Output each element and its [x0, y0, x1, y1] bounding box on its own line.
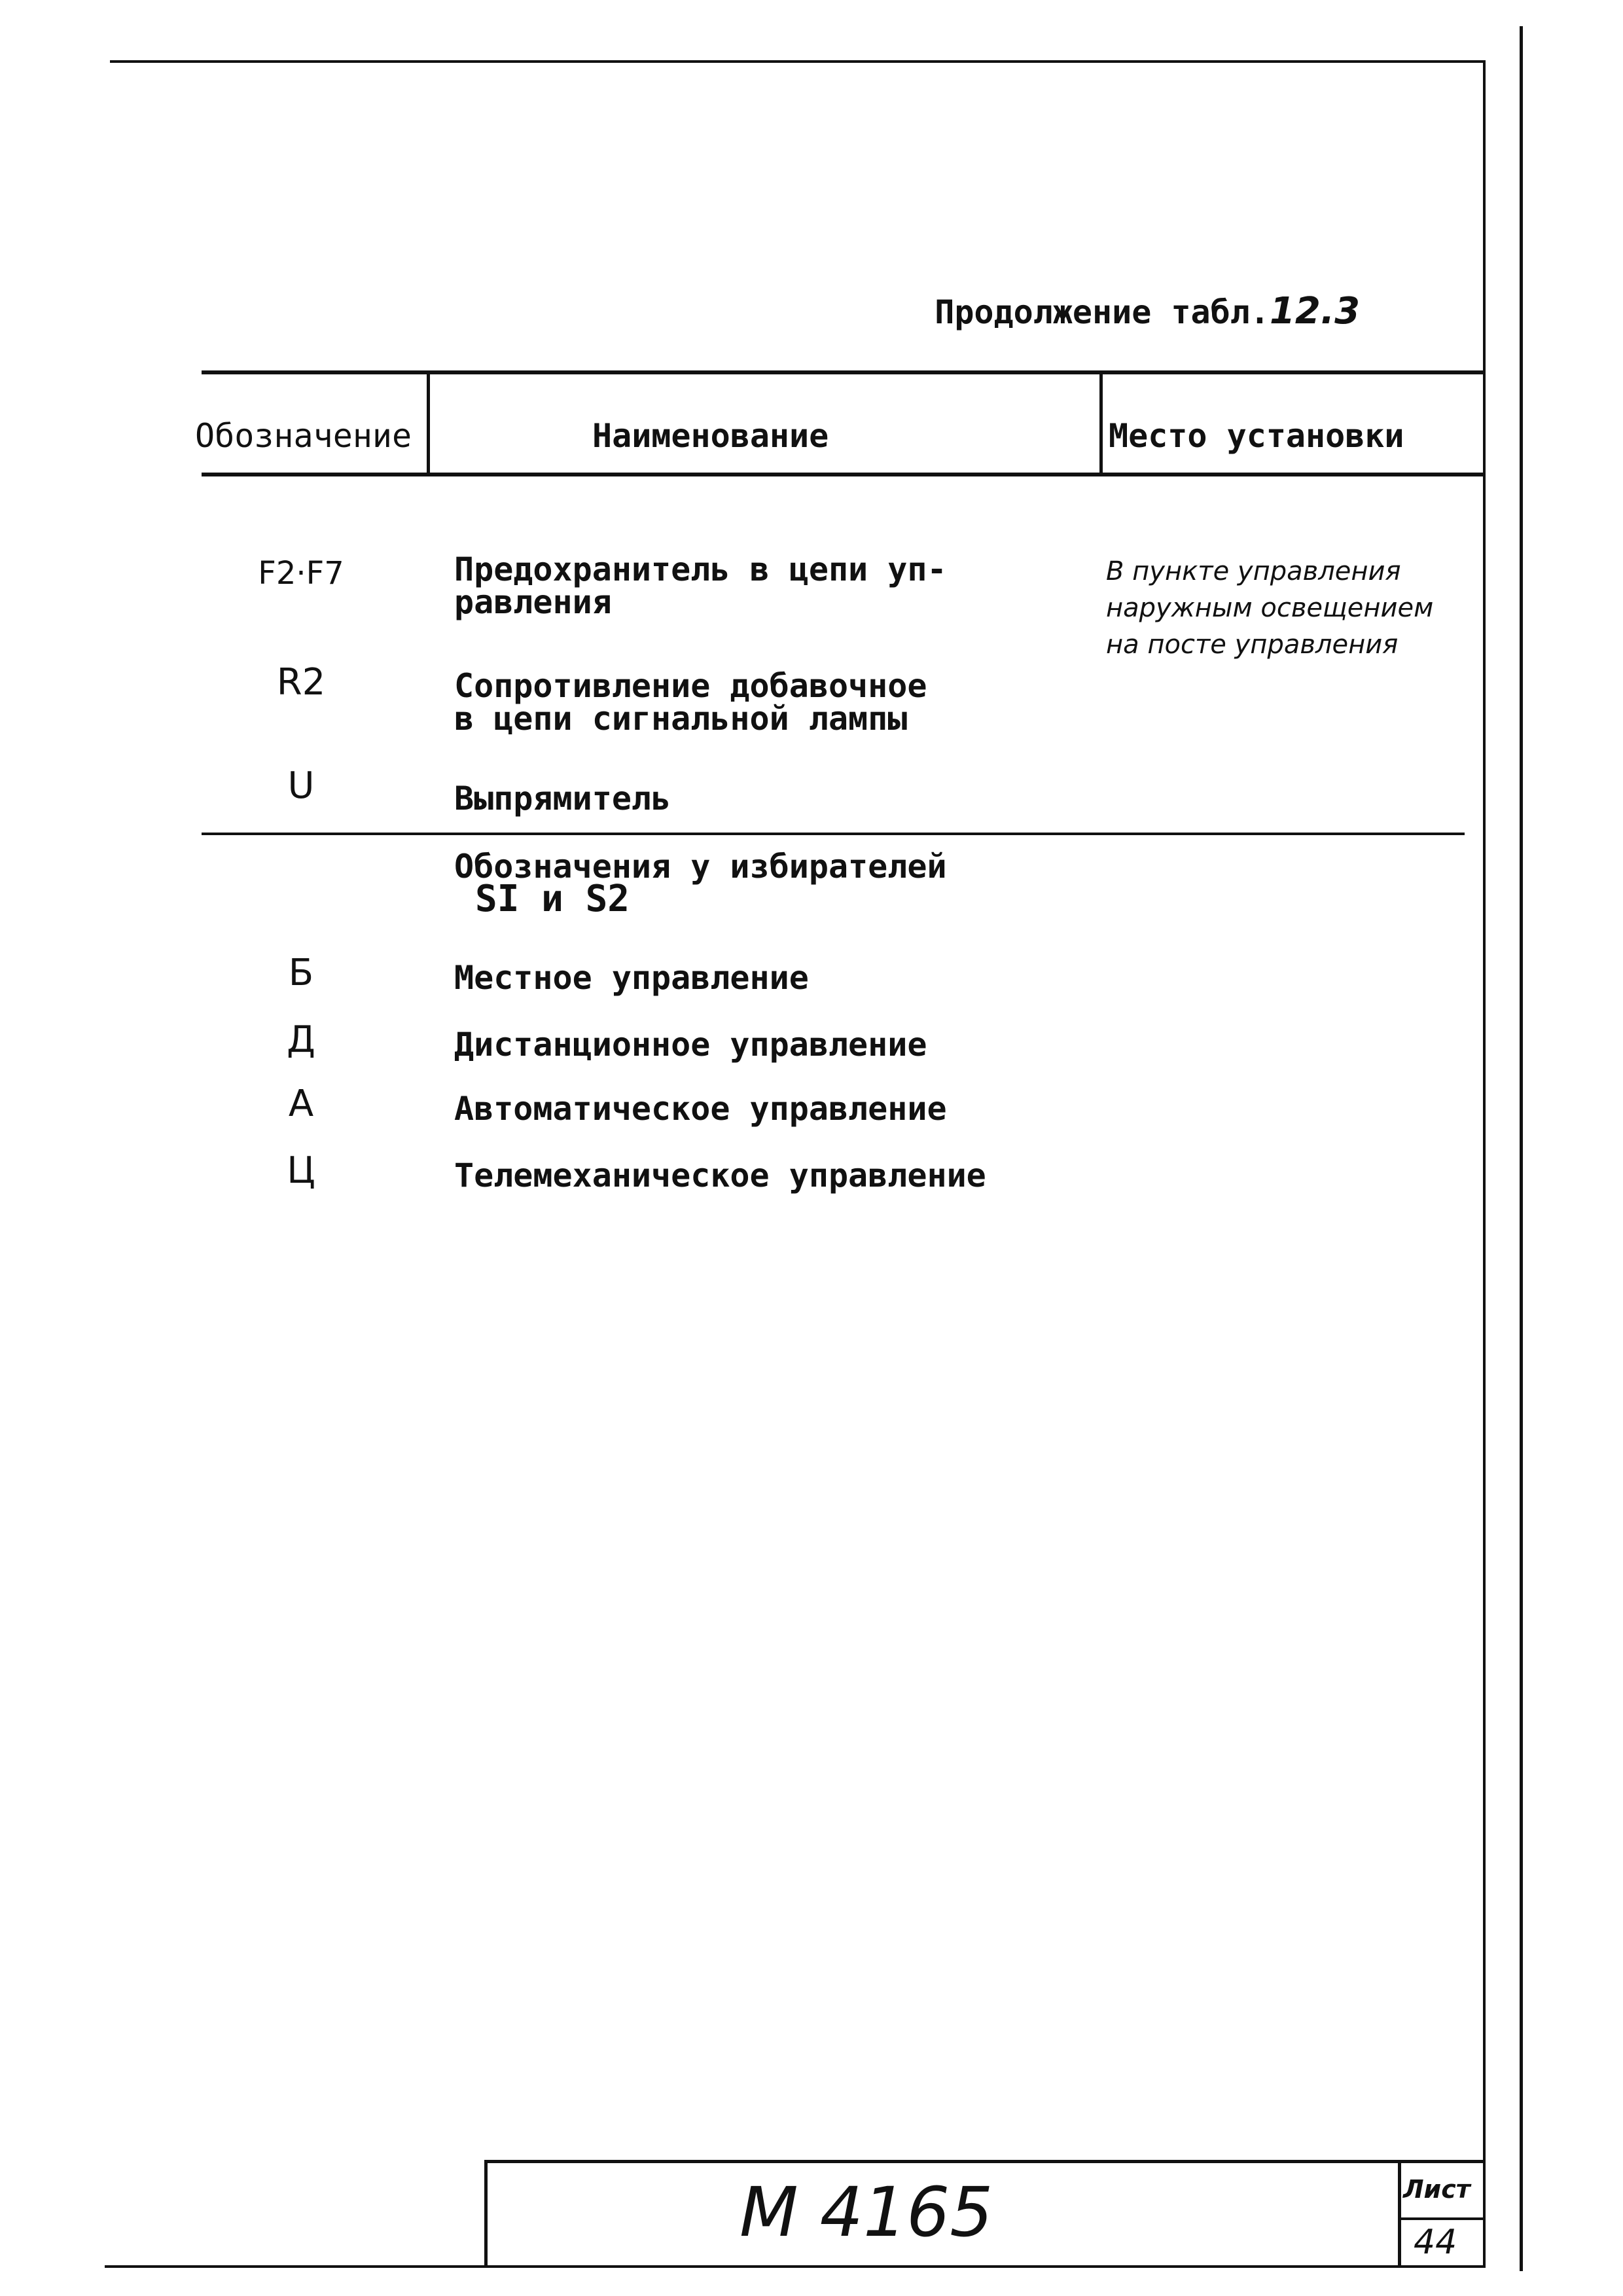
- sheet-label: Лист: [1403, 2175, 1471, 2204]
- row-code-r2: R2: [276, 661, 326, 704]
- sheet-number: 44: [1414, 2223, 1457, 2262]
- item-code: А: [288, 1083, 314, 1125]
- row-name-line: Сопротивление добавочное: [454, 667, 927, 705]
- row-name-line: Выпрямитель: [454, 780, 671, 817]
- column-header-designation: Обозначение: [195, 417, 412, 455]
- table-column-divider-2: [1099, 373, 1103, 475]
- stamp-top-line: [484, 2160, 1486, 2163]
- document-code: М 4165: [740, 2172, 993, 2252]
- row-location-line: В пункте управления: [1106, 556, 1401, 586]
- column-header-location: Место установки: [1109, 417, 1404, 455]
- section-title: Обозначения у избирателей: [454, 848, 947, 886]
- row-code-f2-f7: F2·F7: [258, 555, 344, 592]
- row-location-line: наружным освещением: [1106, 593, 1434, 623]
- table-header-top-line: [202, 370, 1483, 374]
- item-name: Телемеханическое управление: [454, 1157, 986, 1194]
- table-column-divider-1: [427, 373, 430, 475]
- row-code-u: U: [287, 764, 315, 807]
- table-header-bottom-line: [202, 473, 1483, 476]
- item-code: Б: [288, 952, 314, 994]
- table-number: 12.3: [1269, 290, 1361, 332]
- item-name: Дистанционное управление: [454, 1026, 927, 1064]
- frame-outer-right-line: [1520, 26, 1523, 2271]
- stamp-left-line: [484, 2160, 488, 2267]
- item-code: Ц: [287, 1149, 315, 1192]
- item-name: Автоматическое управление: [454, 1090, 947, 1128]
- row-name-line: равления: [454, 583, 612, 621]
- stamp-sheet-divider: [1398, 2160, 1401, 2267]
- column-header-name: Наименование: [592, 417, 829, 455]
- stamp-sheet-mid-line: [1398, 2217, 1486, 2220]
- row-name-line: Предохранитель в цепи уп-: [454, 550, 947, 588]
- section-divider-line: [202, 833, 1465, 835]
- row-location-line: на посте управления: [1106, 630, 1399, 660]
- frame-right-line: [1483, 60, 1486, 2267]
- section-title-selectors: SI и S2: [475, 878, 630, 920]
- table-continuation-label: Продолжение табл.12.3: [935, 290, 1361, 332]
- frame-bottom-line: [105, 2265, 1486, 2268]
- item-code: Д: [287, 1018, 315, 1061]
- row-name-line: в цепи сигнальной лампы: [454, 700, 908, 738]
- item-name: Местное управление: [454, 959, 809, 997]
- frame-top-line: [110, 60, 1486, 63]
